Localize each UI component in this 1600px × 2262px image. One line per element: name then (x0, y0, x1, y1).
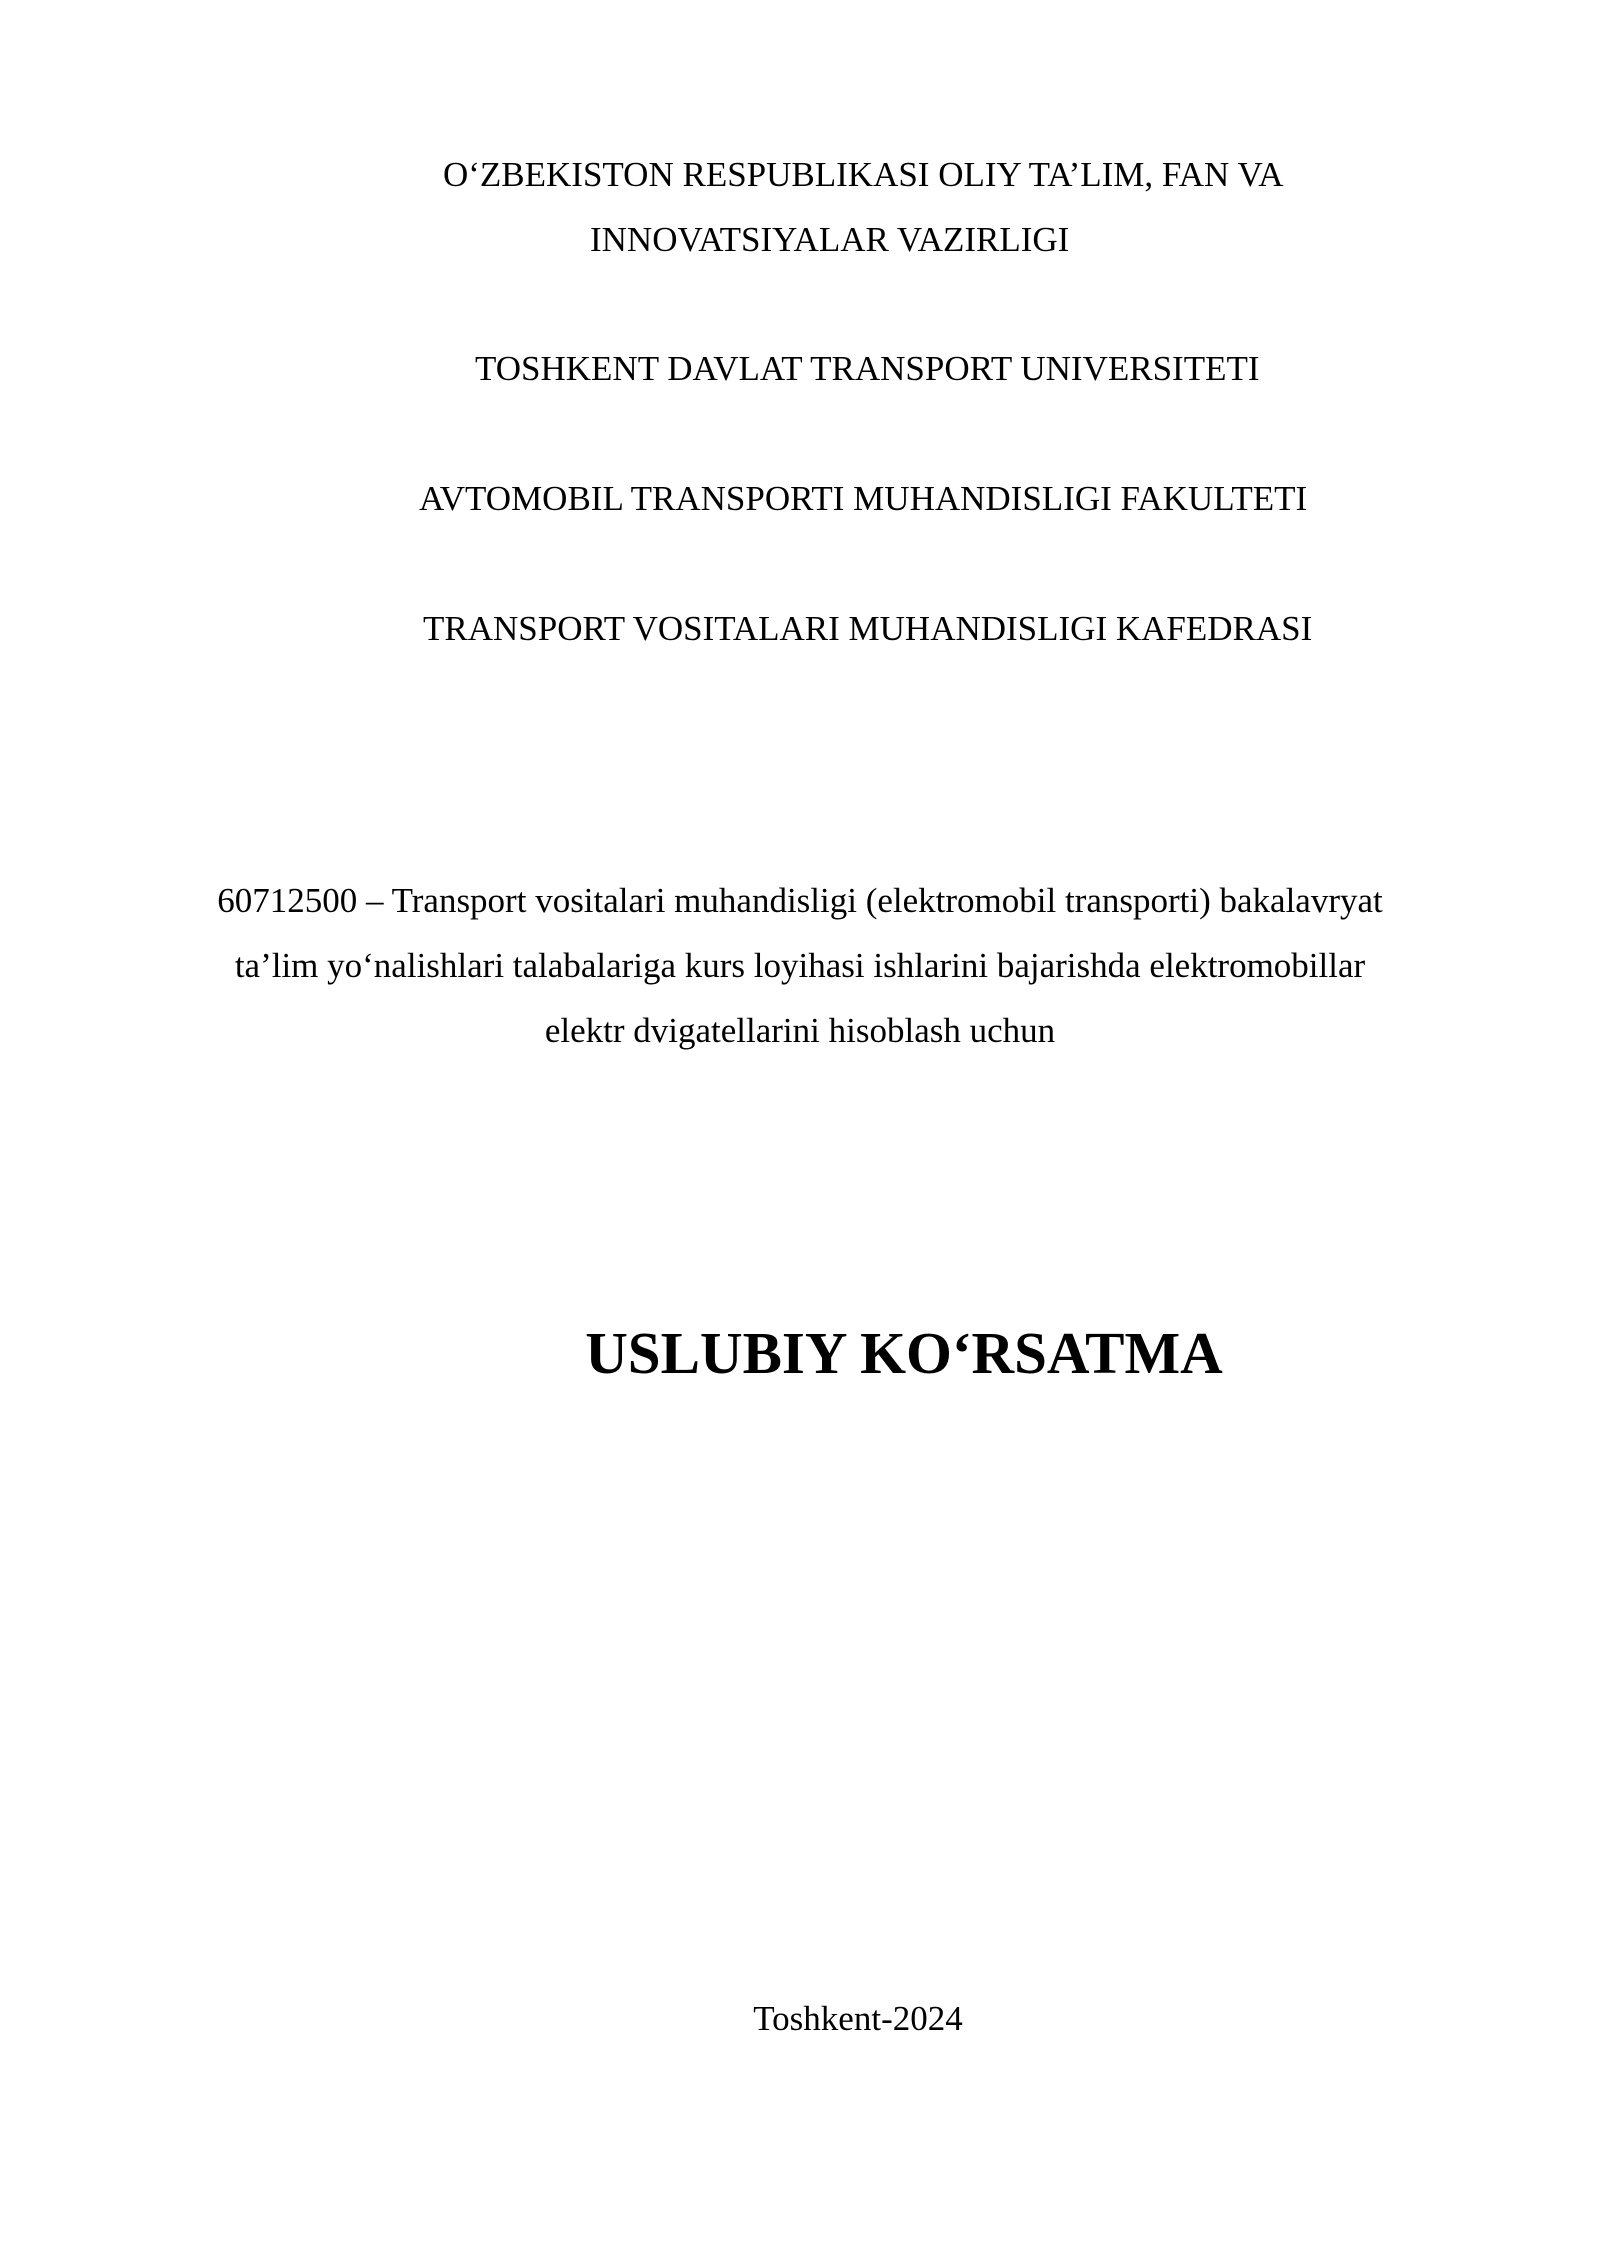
faculty-name: AVTOMOBIL TRANSPORTI MUHANDISLIGI FAKULTETI (419, 479, 1308, 518)
department-name: TRANSPORT VOSITALARI MUHANDISLIGI KAFEDRASI (423, 609, 1313, 648)
program-description-line-1: 60712500 – Transport vositalari muhandisligi (elektromobil transporti) bakalavryat (217, 881, 1383, 920)
program-description (180, 868, 1420, 1063)
program-description-line-3: elektr dvigatellarini hisoblash uchun (544, 1011, 1056, 1050)
university-name: TOSHKENT DAVLAT TRANSPORT UNIVERSITETI (475, 349, 1260, 388)
city-year: Toshkent-2024 (753, 1999, 963, 2038)
ministry-name-line-1: O‘ZBEKISTON RESPUBLIKASI OLIY TA’LIM, FAN VA (443, 155, 1284, 194)
document-title: USLUBIY KO‘RSATMA (585, 1320, 1223, 1386)
ministry-name-line-2: INNOVATSIYALAR VAZIRLIGI (590, 220, 1070, 259)
program-description-line-2: ta’lim yo‘nalishlari talabalariga kurs loyihasi ishlarini bajarishda elektromobillar (234, 946, 1366, 985)
